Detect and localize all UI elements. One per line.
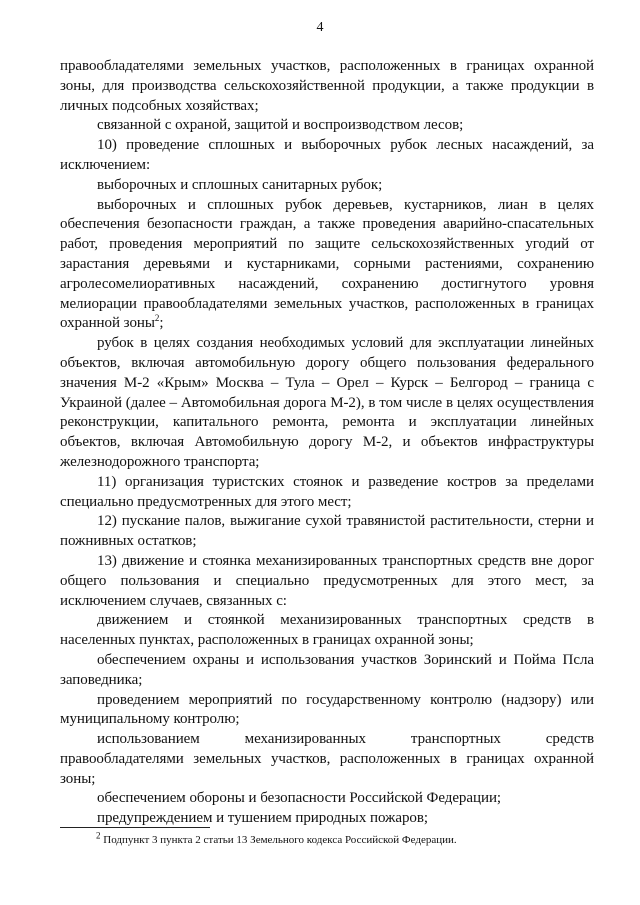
paragraph-1: правообладателями земельных участков, расположенных в границах охранной зоны, для производства сельскохозяйственной продукции, а также продукции в личных подсобных хозяйствах; [60, 58, 594, 114]
paragraph-4: выборочных и сплошных санитарных рубок; [97, 176, 383, 193]
paragraph-10: движением и стоянкой механизированных транспортных средств в населенных пунктах, расположенных в границах охранной зоны; [60, 612, 594, 649]
page-number: 4 [316, 20, 324, 35]
paragraph-6: рубок в целях создания необходимых условий для эксплуатации линейных объектов, включая автомобильную дорогу общего пользования федерального значения М-2 «Крым» Москва – Тула – Орел – Курск – Белгород – граница с Украиной (далее – Автомобильная дорога М-2), в том числе в целях осуществления реконструкции, капитального ремонта, ремонта и эксплуатации линейных объектов, включая Автомобильную дорогу М-2, и объектов инфраструктуры железнодорожного транспорта; [60, 335, 594, 470]
paragraph-15: предупреждением и тушением природных пожаров; [97, 810, 428, 827]
paragraph-13: использованием механизированных транспортных средств правообладателями земельных участков, расположенных в границах охранной зоны; [60, 731, 594, 787]
footnote [96, 830, 594, 847]
paragraph-9: 13) движение и стоянка механизированных транспортных средств вне дорог общего пользования и специально предусмотренных для этого мест, за исключением случаев, связанных с: [60, 552, 594, 609]
paragraph-7: 11) организация туристских стоянок и разведение костров за пределами специально предусмотренных для этого мест; [60, 473, 594, 510]
footnote-marker: 2 [96, 830, 101, 841]
paragraph-12: проведением мероприятий по государственному контролю (надзору) или муниципальному контролю; [60, 691, 594, 728]
document-body [60, 57, 594, 829]
paragraph-5 [60, 196, 594, 335]
paragraph-14: обеспечением обороны и безопасности Российской Федерации; [97, 790, 502, 807]
paragraph-5-text: выборочных и сплошных рубок деревьев, кустарников, лиан в целях обеспечения безопасности граждан, а также проведения аварийно-спасательных работ, проведения мероприятий по защите сельскохозяйственных угодий от зарастания деревьями и кустарниками, сорными растениями, сохранению агролесомелиоративных насаждений, сохранению достигнутого уровня мелиорации правообладателями земельных участков, расположенных в границах охранной зоны [60, 196, 594, 332]
paragraph-8: 12) пускание палов, выжигание сухой травянистой растительности, стерни и пожнивных остатков; [60, 513, 594, 550]
footnote-text: Подпункт 3 пункта 2 статьи 13 Земельного кодекса Российской Федерации. [100, 834, 457, 846]
paragraph-5-tail: ; [159, 315, 164, 332]
footnote-divider [60, 827, 210, 828]
paragraph-3: 10) проведение сплошных и выборочных рубок лесных насаждений, за исключением: [60, 137, 594, 173]
footnote-reference: 2 [154, 313, 160, 324]
paragraph-2: связанной с охраной, защитой и воспроизводством лесов; [97, 117, 464, 134]
paragraph-11: обеспечением охраны и использования участков Зоринский и Пойма Псла заповедника; [60, 651, 594, 688]
